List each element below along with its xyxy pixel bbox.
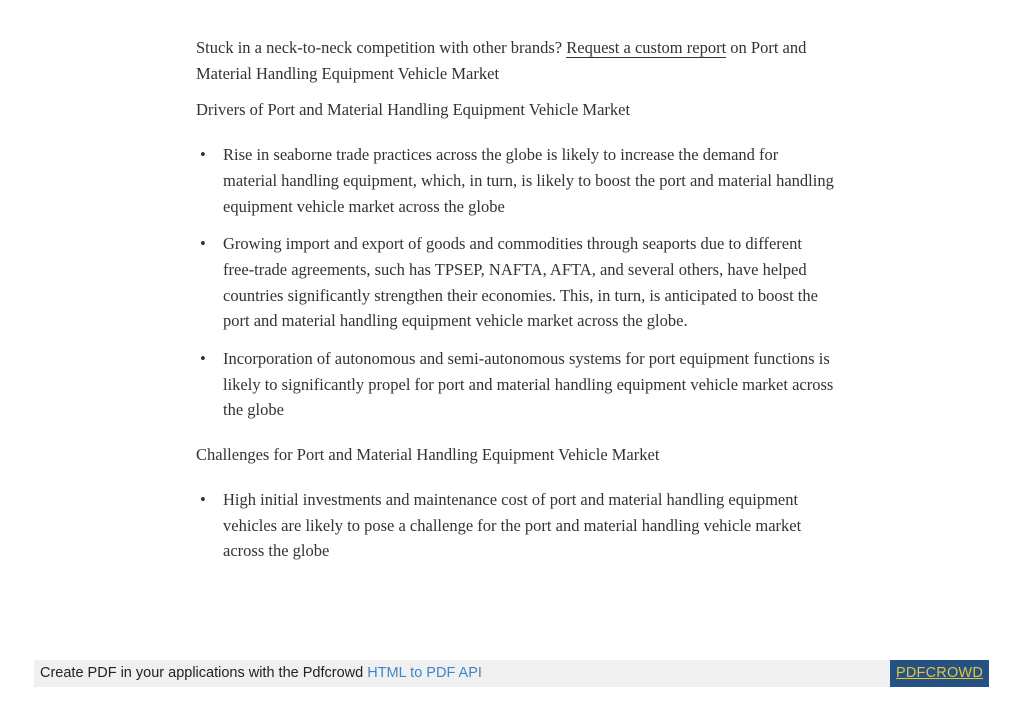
- footer-text: [40, 665, 482, 681]
- list-item: [196, 346, 836, 423]
- list-item-text: High initial investments and maintenance cost of port and material handling equipment vehicles are likely to pose a challenge for the port and material handling vehicle market across the globe: [223, 489, 802, 561]
- bullet-icon: •: [200, 234, 206, 254]
- html-to-pdf-api-link[interactable]: HTML to PDF API: [367, 665, 482, 681]
- drivers-heading: Drivers of Port and Material Handling Equipment Vehicle Market: [196, 100, 631, 120]
- drivers-list: [196, 142, 836, 423]
- intro-tail-text: on Port and Material Handling Equipment Vehicle Market: [196, 38, 807, 83]
- article-body: [196, 35, 836, 564]
- intro-paragraph: [196, 35, 836, 86]
- pdfcrowd-footer-bar: [34, 660, 989, 687]
- list-item: [196, 231, 836, 334]
- list-item-text: Incorporation of autonomous and semi-autonomous systems for port equipment functions is likely to significantly propel for port and material handling equipment vehicle market across the globe: [223, 349, 834, 420]
- bullet-icon: •: [200, 489, 206, 509]
- intro-lead-text: Stuck in a neck-to-neck competition with other brands?: [196, 38, 567, 57]
- challenges-heading: Challenges for Port and Material Handling Equipment Vehicle Market: [196, 445, 660, 465]
- pdfcrowd-brand-button[interactable]: PDFCROWD: [890, 660, 989, 687]
- list-item: [196, 142, 836, 219]
- footer-lead-text: Create PDF in your applications with the Pdfcrowd: [40, 665, 368, 681]
- challenges-list: [196, 487, 836, 564]
- bullet-icon: •: [200, 349, 206, 369]
- list-item-text: Rise in seaborne trade practices across the globe is likely to increase the demand for material handling equipment, which, in turn, is likely to boost the port and material handling equipment vehicle market across the globe: [223, 145, 834, 216]
- bullet-icon: •: [200, 145, 206, 165]
- request-custom-report-link[interactable]: Request a custom report: [566, 38, 727, 57]
- list-item-text: Growing import and export of goods and commodities through seaports due to different free-trade agreements, such has TPSEP, NAFTA, AFTA, and several others, have helped countries significantly strengthen their economies. This, in turn, is anticipated to boost the port and material handling equipment vehicle market across the globe.: [223, 234, 818, 331]
- list-item: [196, 487, 836, 564]
